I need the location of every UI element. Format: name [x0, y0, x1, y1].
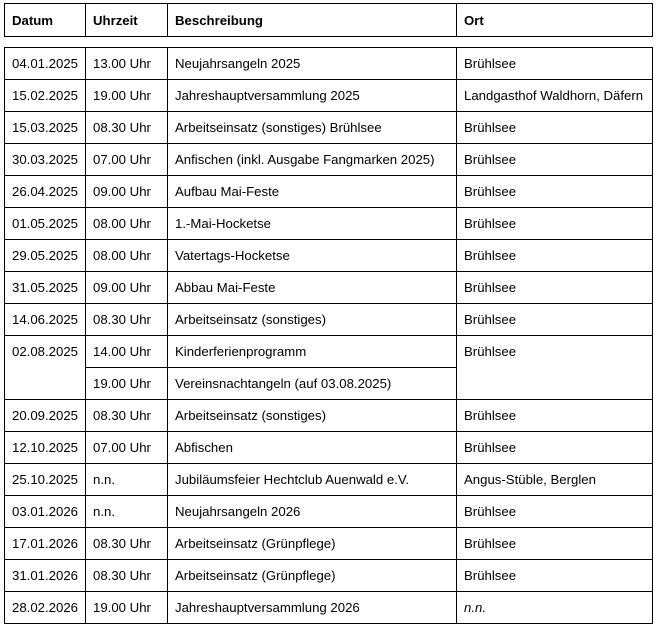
cell-description: Anfischen (inkl. Ausgabe Fangmarken 2025): [168, 144, 457, 176]
cell-date: 12.10.2025: [5, 432, 86, 464]
cell-place: Brühlsee: [457, 208, 653, 240]
cell-date: 28.02.2026: [5, 592, 86, 624]
cell-description: Neujahrsangeln 2026: [168, 496, 457, 528]
cell-time: 08.30 Uhr: [86, 560, 168, 592]
table-row: [5, 48, 653, 80]
cell-date: 29.05.2025: [5, 240, 86, 272]
cell-description: Jahreshauptversammlung 2025: [168, 80, 457, 112]
cell-description: Jubiläumsfeier Hechtclub Auenwald e.V.: [168, 464, 457, 496]
table-row: [5, 496, 653, 528]
cell-time: 07.00 Uhr: [86, 144, 168, 176]
cell-place: Brühlsee: [457, 176, 653, 208]
cell-time: 08.30 Uhr: [86, 112, 168, 144]
cell-date: 15.02.2025: [5, 80, 86, 112]
cell-date: 26.04.2025: [5, 176, 86, 208]
table-row: [5, 304, 653, 336]
cell-place: Brühlsee: [457, 496, 653, 528]
table-row: [5, 432, 653, 464]
cell-time: 07.00 Uhr: [86, 432, 168, 464]
table-row: [5, 592, 653, 624]
table-row: [5, 464, 653, 496]
cell-description: Kinderferienprogramm: [168, 336, 457, 368]
cell-place: Brühlsee: [457, 528, 653, 560]
cell-place: Brühlsee: [457, 432, 653, 464]
cell-place: Landgasthof Waldhorn, Däfern: [457, 80, 653, 112]
cell-date: 14.06.2025: [5, 304, 86, 336]
events-table: [4, 47, 653, 624]
table-row: [5, 112, 653, 144]
header-time: Uhrzeit: [86, 4, 168, 37]
cell-place: Brühlsee: [457, 144, 653, 176]
cell-date: 25.10.2025: [5, 464, 86, 496]
header-place: Ort: [457, 4, 653, 37]
cell-description: Aufbau Mai-Feste: [168, 176, 457, 208]
cell-time: n.n.: [86, 464, 168, 496]
table-row: [5, 400, 653, 432]
cell-date: 01.05.2025: [5, 208, 86, 240]
cell-description: Arbeitseinsatz (sonstiges) Brühlsee: [168, 112, 457, 144]
cell-description: Arbeitseinsatz (sonstiges): [168, 304, 457, 336]
cell-time: 09.00 Uhr: [86, 176, 168, 208]
cell-date: 04.01.2025: [5, 48, 86, 80]
cell-date: 02.08.2025: [5, 336, 86, 400]
cell-place: Brühlsee: [457, 48, 653, 80]
cell-place: Brühlsee: [457, 240, 653, 272]
cell-description: Vereinsnachtangeln (auf 03.08.2025): [168, 368, 457, 400]
table-row: [5, 560, 653, 592]
cell-time: 09.00 Uhr: [86, 272, 168, 304]
cell-description: Arbeitseinsatz (Grünpflege): [168, 528, 457, 560]
header-table: [4, 3, 653, 37]
cell-time: 08.30 Uhr: [86, 528, 168, 560]
cell-place: Brühlsee: [457, 272, 653, 304]
cell-date: 17.01.2026: [5, 528, 86, 560]
header-description: Beschreibung: [168, 4, 457, 37]
cell-description: Neujahrsangeln 2025: [168, 48, 457, 80]
cell-date: 31.01.2026: [5, 560, 86, 592]
cell-description: Vatertags-Hocketse: [168, 240, 457, 272]
table-row: [5, 528, 653, 560]
table-row: [5, 208, 653, 240]
cell-time: 08.30 Uhr: [86, 304, 168, 336]
cell-description: Abfischen: [168, 432, 457, 464]
cell-time: n.n.: [86, 496, 168, 528]
cell-date: 31.05.2025: [5, 272, 86, 304]
cell-time: 08.30 Uhr: [86, 400, 168, 432]
table-row: [5, 144, 653, 176]
cell-place: Brühlsee: [457, 304, 653, 336]
cell-place: Brühlsee: [457, 112, 653, 144]
cell-description: Abbau Mai-Feste: [168, 272, 457, 304]
cell-description: Arbeitseinsatz (sonstiges): [168, 400, 457, 432]
cell-place: Brühlsee: [457, 560, 653, 592]
table-row: [5, 272, 653, 304]
table-row: [5, 176, 653, 208]
cell-date: 03.01.2026: [5, 496, 86, 528]
cell-place: n.n.: [457, 592, 653, 624]
cell-date: 30.03.2025: [5, 144, 86, 176]
cell-description: 1.-Mai-Hocketse: [168, 208, 457, 240]
cell-place: Angus-Stüble, Berglen: [457, 464, 653, 496]
cell-time: 08.00 Uhr: [86, 208, 168, 240]
header-row: [5, 4, 653, 37]
cell-description: Arbeitseinsatz (Grünpflege): [168, 560, 457, 592]
cell-time: 08.00 Uhr: [86, 240, 168, 272]
table-row: [5, 336, 653, 368]
cell-date: 20.09.2025: [5, 400, 86, 432]
cell-time: 13.00 Uhr: [86, 48, 168, 80]
cell-place: Brühlsee: [457, 400, 653, 432]
table-row: [5, 240, 653, 272]
cell-time: 19.00 Uhr: [86, 368, 168, 400]
cell-time: 19.00 Uhr: [86, 80, 168, 112]
cell-place: Brühlsee: [457, 336, 653, 400]
cell-time: 19.00 Uhr: [86, 592, 168, 624]
cell-description: Jahreshauptversammlung 2026: [168, 592, 457, 624]
cell-date: 15.03.2025: [5, 112, 86, 144]
header-date: Datum: [5, 4, 86, 37]
table-row: [5, 80, 653, 112]
cell-time: 14.00 Uhr: [86, 336, 168, 368]
